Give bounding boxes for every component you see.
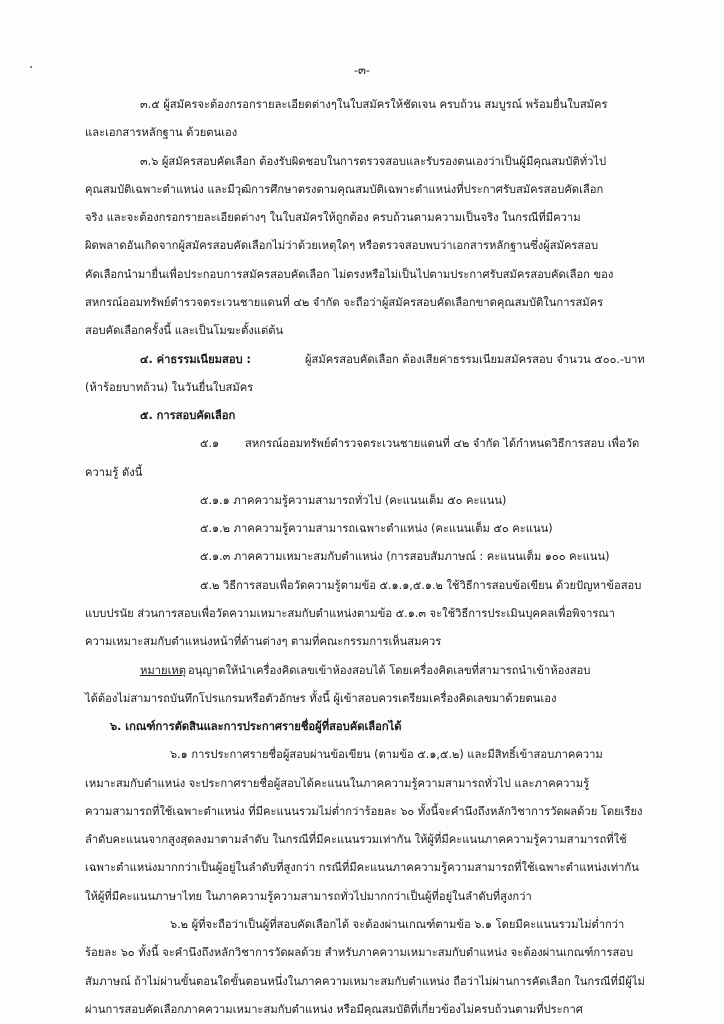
paragraph-4-line-1: ผู้สมัครสอบคัดเลือก ต้องเสียค่าธรรมเนียมสมัครสอบ จำนวน ๕๐๐.-บาท <box>305 353 645 366</box>
paragraph-3-6-line-4: ผิดพลาดอันเกิดจากผู้สมัครสอบคัดเลือกไม่ว่าด้วยเหตุใดๆ หรือตรวจสอบพบว่าเอกสารหลักฐานซึ่งผู้สมัครสอบ <box>85 239 599 252</box>
paragraph-4-line-2: (ห้าร้อยบาทถ้วน) ในวันยื่นใบสมัคร <box>85 381 254 394</box>
item-5-1-line-1: สหกรณ์ออมทรัพย์ตำรวจตระเวนชายแดนที่ ๔๒ จำกัด ได้กำหนดวิธีการสอบ เพื่อวัด <box>245 437 640 450</box>
item-5-2-line-3: ความเหมาะสมกับตำแหน่งหน้าที่ด้านต่างๆ ตามที่คณะกรรมการเห็นสมควร <box>85 635 442 648</box>
heading-selection-exam: ๕. การสอบคัดเลือก <box>140 409 236 422</box>
page-number: -๓- <box>353 63 371 77</box>
paragraph-3-5-line-1: ๓.๕ ผู้สมัครจะต้องกรอกรายละเอียดต่างๆในใบสมัครให้ชัดเจน ครบถ้วน สมบูรณ์ พร้อมยื่นใบสมัคร <box>140 98 608 111</box>
note-line-1: อนุญาตให้นำเครื่องคิดเลขเข้าห้องสอบได้ โดยเครื่องคิดเลขที่สามารถนำเข้าห้องสอบ <box>188 664 591 677</box>
item-6-1-line-1: ๖.๑ การประกาศรายชื่อผู้สอบผ่านข้อเขียน (ตามข้อ ๕.๑,๕.๒) และมีสิทธิ์เข้าสอบภาคความ <box>170 748 603 761</box>
item-5-1-2: ๕.๑.๒ ภาคความรู้ความสามารถเฉพาะตำแหน่ง (คะแนนเต็ม ๕๐ คะแนน) <box>200 522 553 535</box>
paragraph-3-6-line-5: คัดเลือกนำมายื่นเพื่อประกอบการสมัครสอบคัดเลือก ไม่ตรงหรือไม่เป็นไปตามประกาศรับสมัครสอบคัดเลือก ของ <box>85 268 614 281</box>
heading-exam-fee: ๔. ค่าธรรมเนียมสอบ : <box>140 353 252 366</box>
item-6-2-line-4: ผ่านการสอบคัดเลือกภาคความเหมาะสมกับตำแหน่ง หรือมีคุณสมบัติที่เกี่ยวข้องไม่ครบถ้วนตามที่ประกาศ <box>85 1003 583 1016</box>
paragraph-3-6-line-1: ๓.๖ ผู้สมัครสอบคัดเลือก ต้องรับผิดชอบในการตรวจสอบและรับรองตนเองว่าเป็นผู้มีคุณสมบัติทั่วไป <box>140 155 607 168</box>
item-6-1-line-6: ให้ผู้ที่มีคะแนนภาษาไทย ในภาคความรู้ความสามารถทั่วไปมากกว่าเป็นผู้ที่อยู่ในลำดับที่สูงกว่า <box>85 890 532 903</box>
item-6-1-line-5: เฉพาะตำแหน่งมากกว่าเป็นผู้อยู่ในลำดับที่สูงกว่า กรณีที่มีคะแนนภาคความรู้ความสามารถที่ใช้เฉพาะตำแหน่งเท่ากัน <box>85 861 639 874</box>
item-6-2-line-1: ๖.๒ ผู้ที่จะถือว่าเป็นผู้ที่สอบคัดเลือกได้ จะต้องผ่านเกณฑ์ตามข้อ ๖.๑ โดยมีคะแนนรวมไม่ต่ำกว่า <box>170 918 625 931</box>
item-5-1-number: ๕.๑ <box>200 437 220 450</box>
note-label: หมายเหตุ <box>140 664 187 677</box>
item-6-2-line-2: ร้อยละ ๖๐ ทั้งนี้ จะคำนึงถึงหลักวิชาการวัดผลด้วย สำหรับภาคความเหมาะสมกับตำแหน่ง จะต้องผ่านเกณฑ์การสอบ <box>85 946 634 959</box>
item-5-1-1: ๕.๑.๑ ภาคความรู้ความสามารถทั่วไป (คะแนนเต็ม ๕๐ คะแนน) <box>200 494 507 507</box>
item-6-1-line-4: ลำดับคะแนนจากสูงสุดลงมาตามลำดับ ในกรณีที่มีคะแนนรวมเท่ากัน ให้ผู้ที่มีคะแนนภาคความรู้ความสามารถที่ใช้ <box>85 833 627 846</box>
paragraph-3-5-line-2: และเอกสารหลักฐาน ด้วยตนเอง <box>85 126 238 139</box>
item-5-1-3: ๕.๑.๓ ภาคความเหมาะสมกับตำแหน่ง (การสอบสัมภาษณ์ : คะแนนเต็ม ๑๐๐ คะแนน) <box>200 550 610 563</box>
paragraph-3-6-line-7: สอบคัดเลือกครั้งนี้ และเป็นโมฆะตั้งแต่ต้น <box>85 324 284 337</box>
item-5-2-line-2: แบบปรนัย ส่วนการสอบเพื่อวัดความเหมาะสมกับตำแหน่งตามข้อ ๕.๑.๓ จะใช้วิธีการประเมินบุคคลเพื่อพิจารณา <box>85 607 616 620</box>
paragraph-3-6-line-3: จริง และจะต้องกรอกรายละเอียดต่างๆ ในใบสมัครให้ถูกต้อง ครบถ้วนตามความเป็นจริง ในกรณีที่มีความ <box>85 211 581 224</box>
item-6-1-line-3: ความสามารถที่ใช้เฉพาะตำแหน่ง ที่มีคะแนนรวมไม่ต่ำกว่าร้อยละ ๖๐ ทั้งนี้จะคำนึงถึงหลักวิชาการวัดผลด้วย โดยเรียง <box>85 805 643 818</box>
note-line-2: ได้ต้องไม่สามารถบันทึกโปรแกรมหรือตัวอักษร ทั้งนี้ ผู้เข้าสอบควรเตรียมเครื่องคิดเลขมาด้วยตนเอง <box>85 692 557 705</box>
item-6-2-line-3: สัมภาษณ์ ถ้าไม่ผ่านขั้นตอนใดขั้นตอนหนึ่งในภาคความเหมาะสมกับตำแหน่ง ถือว่าไม่ผ่านการคัดเลือก ในกรณีที่มีผู้ไม่ <box>85 975 645 988</box>
item-6-1-line-2: เหมาะสมกับตำแหน่ง จะประกาศรายชื่อผู้สอบได้คะแนนในภาคความรู้ความสามารถทั่วไป และภาคความรู้ <box>85 777 590 790</box>
heading-criteria: ๖. เกณฑ์การตัดสินและการประกาศรายชื่อผู้ที่สอบคัดเลือกได้ <box>110 720 402 733</box>
paragraph-3-6-line-2: คุณสมบัติเฉพาะตำแหน่ง และมีวุฒิการศึกษาตรงตามคุณสมบัติเฉพาะตำแหน่งที่ประกาศรับสมัครสอบคัดเลือก <box>85 183 604 196</box>
paragraph-3-6-line-6: สหกรณ์ออมทรัพย์ตำรวจตระเวนชายแดนที่ ๔๒ จำกัด จะถือว่าผู้สมัครสอบคัดเลือกขาดคุณสมบัติในการสมัคร <box>85 296 604 309</box>
item-5-1-line-2: ความรู้ ดังนี้ <box>85 466 143 479</box>
item-5-2-line-1: ๕.๒ วิธีการสอบเพื่อวัดความรู้ตามข้อ ๕.๑.๑,๕.๑.๒ ใช้วิธีการสอบข้อเขียน ด้วยปัญหาข้อสอบ <box>200 579 642 592</box>
